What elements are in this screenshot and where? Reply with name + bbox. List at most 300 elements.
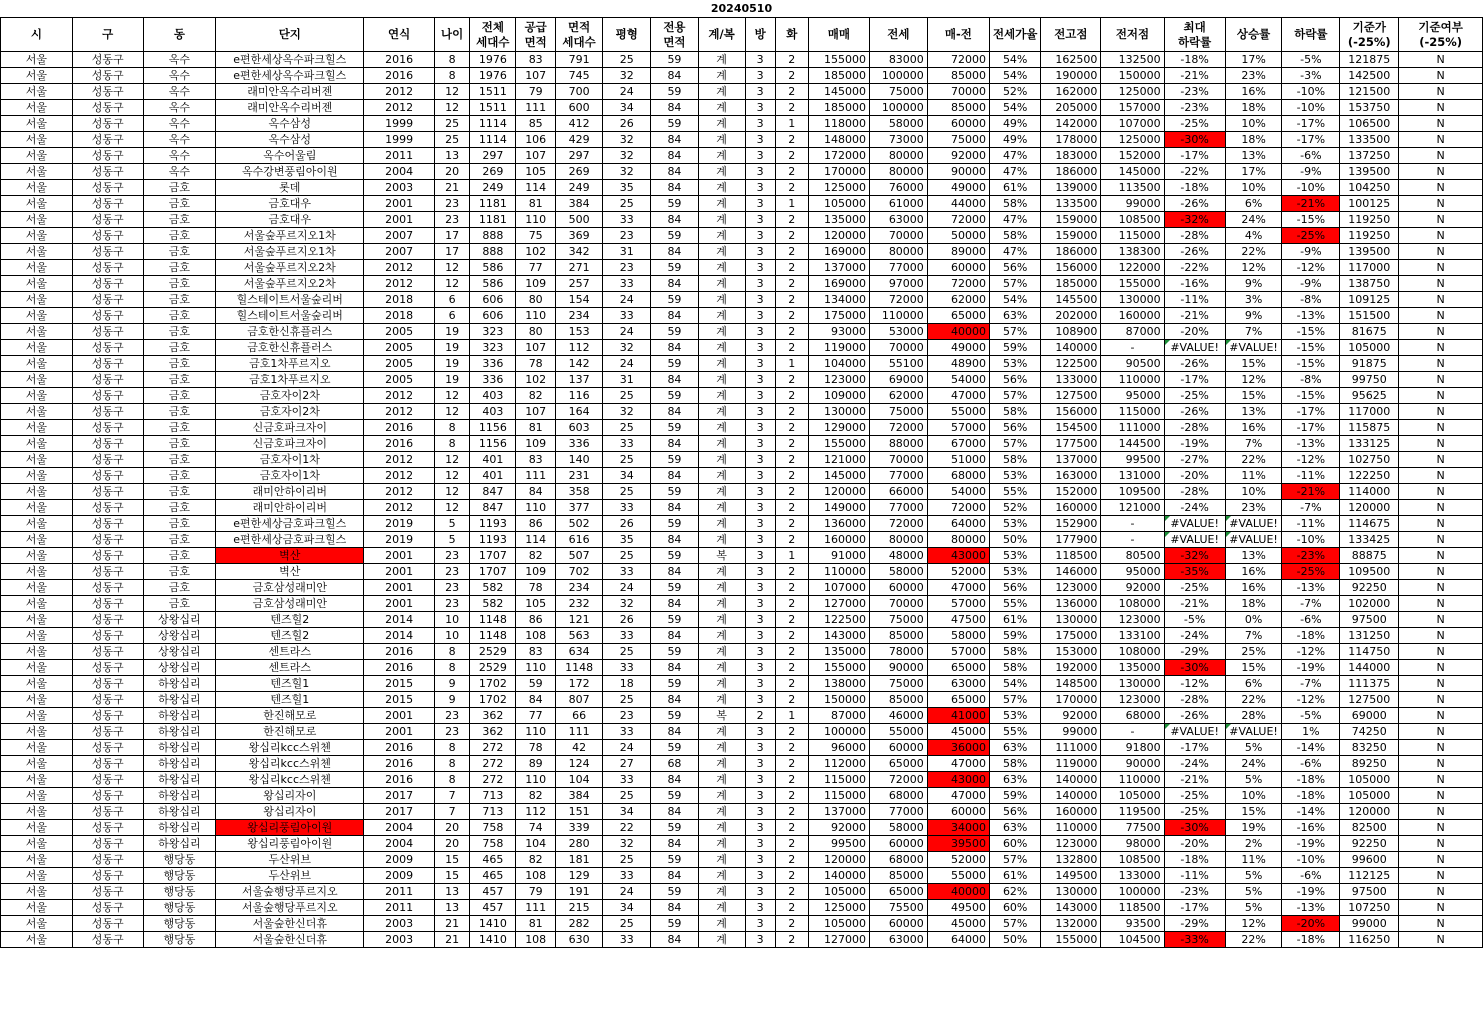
table-cell[interactable]: 145000: [1101, 164, 1164, 180]
table-cell[interactable]: 2016: [364, 52, 435, 68]
table-cell[interactable]: 60000: [869, 836, 927, 852]
table-cell[interactable]: 125000: [1101, 132, 1164, 148]
table-cell[interactable]: 성동구: [72, 916, 143, 932]
table-cell[interactable]: e편한세상금호파크힐스: [216, 532, 364, 548]
table-cell[interactable]: 하왕십리: [143, 756, 216, 772]
table-cell[interactable]: 59: [651, 612, 698, 628]
table-cell[interactable]: 58%: [989, 756, 1040, 772]
table-cell[interactable]: 22%: [1225, 932, 1282, 948]
table-cell[interactable]: 59%: [989, 628, 1040, 644]
table-cell[interactable]: 92250: [1340, 836, 1399, 852]
table-cell[interactable]: 2011: [364, 884, 435, 900]
table-cell[interactable]: 606: [470, 292, 516, 308]
table-cell[interactable]: 34000: [927, 820, 989, 836]
table-cell[interactable]: 성동구: [72, 84, 143, 100]
table-cell[interactable]: 24: [603, 580, 651, 596]
table-cell[interactable]: 계: [698, 132, 745, 148]
table-cell[interactable]: 80000: [869, 244, 927, 260]
table-cell[interactable]: 옥수: [143, 148, 216, 164]
table-cell[interactable]: 텐즈힐2: [216, 628, 364, 644]
table-cell[interactable]: N: [1399, 516, 1483, 532]
table-cell[interactable]: 2: [775, 276, 808, 292]
table-cell[interactable]: 115875: [1340, 420, 1399, 436]
table-cell[interactable]: 성동구: [72, 292, 143, 308]
table-cell[interactable]: 60%: [989, 900, 1040, 916]
table-cell[interactable]: 3: [745, 276, 775, 292]
column-header[interactable]: 전용 면적: [651, 18, 698, 52]
table-cell[interactable]: 130000: [1041, 884, 1101, 900]
table-cell[interactable]: 25: [603, 196, 651, 212]
table-cell[interactable]: 47000: [927, 788, 989, 804]
table-cell[interactable]: 25: [603, 52, 651, 68]
table-cell[interactable]: 130000: [1041, 612, 1101, 628]
table-cell[interactable]: 110: [516, 772, 556, 788]
table-cell[interactable]: N: [1399, 452, 1483, 468]
table-cell[interactable]: 177500: [1041, 436, 1101, 452]
table-cell[interactable]: 336: [556, 436, 603, 452]
table-cell[interactable]: 13%: [1225, 148, 1282, 164]
table-cell[interactable]: 옥수: [143, 164, 216, 180]
table-cell[interactable]: 57%: [989, 276, 1040, 292]
table-cell[interactable]: -15%: [1282, 388, 1340, 404]
table-cell[interactable]: 59: [651, 580, 698, 596]
table-cell[interactable]: 33: [603, 628, 651, 644]
table-cell[interactable]: 137000: [808, 260, 869, 276]
column-header[interactable]: 평형: [603, 18, 651, 52]
table-cell[interactable]: 169000: [808, 244, 869, 260]
table-cell[interactable]: 3: [745, 852, 775, 868]
table-cell[interactable]: 586: [470, 260, 516, 276]
table-cell[interactable]: 금호자이2차: [216, 404, 364, 420]
table-cell[interactable]: 84: [651, 868, 698, 884]
table-cell[interactable]: 81675: [1340, 324, 1399, 340]
table-cell[interactable]: 계: [698, 276, 745, 292]
table-cell[interactable]: 145000: [808, 84, 869, 100]
table-cell[interactable]: 성동구: [72, 708, 143, 724]
table-cell[interactable]: 금호: [143, 580, 216, 596]
table-cell[interactable]: 2: [775, 660, 808, 676]
table-cell[interactable]: N: [1399, 580, 1483, 596]
table-cell[interactable]: 84: [651, 372, 698, 388]
table-cell[interactable]: 25: [603, 852, 651, 868]
table-cell[interactable]: 99000: [1041, 724, 1101, 740]
column-header[interactable]: 연식: [364, 18, 435, 52]
table-cell[interactable]: 77000: [869, 260, 927, 276]
table-cell[interactable]: 70000: [869, 596, 927, 612]
table-cell[interactable]: -29%: [1164, 916, 1225, 932]
table-cell[interactable]: 복: [698, 548, 745, 564]
table-cell[interactable]: 텐즈힐1: [216, 676, 364, 692]
table-cell[interactable]: -10%: [1282, 180, 1340, 196]
table-cell[interactable]: 텐즈힐2: [216, 612, 364, 628]
table-cell[interactable]: 630: [556, 932, 603, 948]
table-cell[interactable]: 계: [698, 756, 745, 772]
table-cell[interactable]: 52000: [927, 564, 989, 580]
table-cell[interactable]: N: [1399, 644, 1483, 660]
table-cell[interactable]: 2: [775, 436, 808, 452]
table-cell[interactable]: 586: [470, 276, 516, 292]
table-cell[interactable]: 33: [603, 276, 651, 292]
table-cell[interactable]: 702: [556, 564, 603, 580]
table-cell[interactable]: 3: [745, 468, 775, 484]
table-cell[interactable]: 257: [556, 276, 603, 292]
table-cell[interactable]: 60%: [989, 836, 1040, 852]
table-cell[interactable]: 21: [434, 180, 469, 196]
table-cell[interactable]: 157000: [1101, 100, 1164, 116]
table-cell[interactable]: 행당동: [143, 884, 216, 900]
table-cell[interactable]: N: [1399, 612, 1483, 628]
table-cell[interactable]: 114675: [1340, 516, 1399, 532]
table-cell[interactable]: 185000: [808, 100, 869, 116]
table-cell[interactable]: -28%: [1164, 484, 1225, 500]
table-cell[interactable]: 58000: [869, 820, 927, 836]
table-cell[interactable]: 성동구: [72, 820, 143, 836]
table-cell[interactable]: 6%: [1225, 196, 1282, 212]
table-cell[interactable]: 82: [516, 852, 556, 868]
table-cell[interactable]: 3%: [1225, 292, 1282, 308]
table-cell[interactable]: 84: [651, 340, 698, 356]
table-cell[interactable]: 3: [745, 516, 775, 532]
column-header[interactable]: 상승률: [1225, 18, 1282, 52]
table-cell[interactable]: 465: [470, 852, 516, 868]
table-cell[interactable]: -28%: [1164, 420, 1225, 436]
table-cell[interactable]: 서울숲한신더휴: [216, 916, 364, 932]
table-cell[interactable]: 옥수어울림: [216, 148, 364, 164]
table-cell[interactable]: 서울: [1, 772, 73, 788]
table-cell[interactable]: 계: [698, 580, 745, 596]
table-cell[interactable]: 111: [516, 100, 556, 116]
table-cell[interactable]: 107: [516, 404, 556, 420]
table-cell[interactable]: 120000: [808, 852, 869, 868]
table-cell[interactable]: 성동구: [72, 180, 143, 196]
table-cell[interactable]: 269: [470, 164, 516, 180]
table-cell[interactable]: 성동구: [72, 276, 143, 292]
table-cell[interactable]: 2: [775, 180, 808, 196]
table-cell[interactable]: -30%: [1164, 132, 1225, 148]
table-cell[interactable]: 2: [775, 420, 808, 436]
table-cell[interactable]: 336: [470, 356, 516, 372]
table-cell[interactable]: 2004: [364, 164, 435, 180]
table-cell[interactable]: 성동구: [72, 52, 143, 68]
table-cell[interactable]: 4%: [1225, 228, 1282, 244]
table-cell[interactable]: 54%: [989, 292, 1040, 308]
table-cell[interactable]: 금호: [143, 404, 216, 420]
table-cell[interactable]: 11%: [1225, 468, 1282, 484]
table-cell[interactable]: 100000: [1101, 884, 1164, 900]
table-cell[interactable]: 금호: [143, 548, 216, 564]
table-cell[interactable]: 234: [556, 580, 603, 596]
table-cell[interactable]: 97500: [1340, 884, 1399, 900]
table-cell[interactable]: 77000: [869, 500, 927, 516]
table-cell[interactable]: 90000: [1101, 756, 1164, 772]
table-cell[interactable]: 59: [651, 484, 698, 500]
table-cell[interactable]: N: [1399, 756, 1483, 772]
table-cell[interactable]: 142000: [1041, 116, 1101, 132]
table-cell[interactable]: -22%: [1164, 164, 1225, 180]
table-cell[interactable]: 121: [556, 612, 603, 628]
table-cell[interactable]: 성동구: [72, 340, 143, 356]
table-cell[interactable]: 807: [556, 692, 603, 708]
table-cell[interactable]: 금호: [143, 436, 216, 452]
table-cell[interactable]: 3: [745, 916, 775, 932]
table-cell[interactable]: 142500: [1340, 68, 1399, 84]
table-cell[interactable]: 54000: [927, 484, 989, 500]
table-cell[interactable]: 2005: [364, 356, 435, 372]
table-cell[interactable]: 41000: [927, 708, 989, 724]
table-cell[interactable]: 160000: [1101, 308, 1164, 324]
column-header[interactable]: 매-전: [927, 18, 989, 52]
table-cell[interactable]: 5%: [1225, 884, 1282, 900]
table-cell[interactable]: 120000: [1340, 500, 1399, 516]
table-cell[interactable]: 69000: [869, 372, 927, 388]
table-cell[interactable]: 342: [556, 244, 603, 260]
column-header[interactable]: 구: [72, 18, 143, 52]
table-cell[interactable]: 성동구: [72, 164, 143, 180]
table-cell[interactable]: 114: [516, 532, 556, 548]
table-cell[interactable]: 52%: [989, 84, 1040, 100]
table-cell[interactable]: 84: [651, 244, 698, 260]
table-cell[interactable]: 래미안옥수리버젠: [216, 100, 364, 116]
table-cell[interactable]: 112: [556, 340, 603, 356]
table-cell[interactable]: 성동구: [72, 260, 143, 276]
table-cell[interactable]: 23: [434, 596, 469, 612]
table-cell[interactable]: 53%: [989, 564, 1040, 580]
table-cell[interactable]: 8: [434, 52, 469, 68]
table-cell[interactable]: -21%: [1282, 196, 1340, 212]
table-cell[interactable]: 93000: [808, 324, 869, 340]
table-cell[interactable]: 왕십리자이: [216, 804, 364, 820]
table-cell[interactable]: 2005: [364, 324, 435, 340]
table-cell[interactable]: 33: [603, 724, 651, 740]
table-cell[interactable]: 계: [698, 212, 745, 228]
table-cell[interactable]: 23: [434, 212, 469, 228]
table-cell[interactable]: e편한세상옥수파크힐스: [216, 68, 364, 84]
table-cell[interactable]: 32: [603, 836, 651, 852]
table-cell[interactable]: 1%: [1282, 724, 1340, 740]
table-cell[interactable]: 49500: [927, 900, 989, 916]
table-cell[interactable]: 금호: [143, 196, 216, 212]
table-cell[interactable]: 2: [775, 740, 808, 756]
table-cell[interactable]: 서울: [1, 644, 73, 660]
table-cell[interactable]: -17%: [1282, 116, 1340, 132]
table-cell[interactable]: 10: [434, 612, 469, 628]
table-cell[interactable]: 110: [516, 308, 556, 324]
table-cell[interactable]: 계: [698, 388, 745, 404]
table-cell[interactable]: 156000: [1041, 260, 1101, 276]
table-cell[interactable]: 계: [698, 564, 745, 580]
table-cell[interactable]: 성동구: [72, 372, 143, 388]
table-cell[interactable]: 3: [745, 612, 775, 628]
table-cell[interactable]: -7%: [1282, 676, 1340, 692]
table-cell[interactable]: -26%: [1164, 708, 1225, 724]
table-cell[interactable]: 서울: [1, 116, 73, 132]
table-cell[interactable]: 80000: [869, 148, 927, 164]
table-cell[interactable]: 상왕십리: [143, 612, 216, 628]
table-cell[interactable]: 2003: [364, 180, 435, 196]
table-cell[interactable]: 582: [470, 596, 516, 612]
table-cell[interactable]: 271: [556, 260, 603, 276]
table-cell[interactable]: -11%: [1282, 516, 1340, 532]
table-cell[interactable]: 2: [775, 820, 808, 836]
table-cell[interactable]: 72000: [927, 212, 989, 228]
table-cell[interactable]: -12%: [1282, 452, 1340, 468]
table-cell[interactable]: 2004: [364, 820, 435, 836]
table-cell[interactable]: 73000: [869, 132, 927, 148]
table-cell[interactable]: 107: [516, 340, 556, 356]
table-cell[interactable]: 47000: [927, 388, 989, 404]
table-cell[interactable]: 120000: [1340, 804, 1399, 820]
table-cell[interactable]: -17%: [1164, 900, 1225, 916]
table-cell[interactable]: 55000: [869, 724, 927, 740]
table-cell[interactable]: -11%: [1164, 292, 1225, 308]
table-cell[interactable]: 22%: [1225, 692, 1282, 708]
table-cell[interactable]: 151: [556, 804, 603, 820]
table-cell[interactable]: 금호: [143, 532, 216, 548]
table-cell[interactable]: 133500: [1041, 196, 1101, 212]
table-cell[interactable]: -30%: [1164, 820, 1225, 836]
table-cell[interactable]: 서울: [1, 468, 73, 484]
table-cell[interactable]: 3: [745, 900, 775, 916]
table-cell[interactable]: 서울: [1, 532, 73, 548]
table-cell[interactable]: 서울: [1, 756, 73, 772]
table-cell[interactable]: 25: [603, 548, 651, 564]
table-cell[interactable]: 108: [516, 628, 556, 644]
table-cell[interactable]: N: [1399, 100, 1483, 116]
table-cell[interactable]: 왕십리풍림아이원: [216, 820, 364, 836]
table-cell[interactable]: 3: [745, 196, 775, 212]
table-cell[interactable]: 15%: [1225, 660, 1282, 676]
table-cell[interactable]: 80500: [1101, 548, 1164, 564]
table-cell[interactable]: 108: [516, 932, 556, 948]
table-cell[interactable]: 77500: [1101, 820, 1164, 836]
table-cell[interactable]: 성동구: [72, 724, 143, 740]
table-cell[interactable]: 134000: [808, 292, 869, 308]
table-cell[interactable]: N: [1399, 564, 1483, 580]
table-cell[interactable]: 2011: [364, 148, 435, 164]
table-cell[interactable]: 18%: [1225, 596, 1282, 612]
table-cell[interactable]: N: [1399, 916, 1483, 932]
table-cell[interactable]: 603: [556, 420, 603, 436]
table-cell[interactable]: N: [1399, 356, 1483, 372]
table-cell[interactable]: 87000: [808, 708, 869, 724]
table-cell[interactable]: 하왕십리: [143, 724, 216, 740]
table-cell[interactable]: 하왕십리: [143, 772, 216, 788]
table-cell[interactable]: 3: [745, 84, 775, 100]
table-cell[interactable]: 109500: [1340, 564, 1399, 580]
table-cell[interactable]: 성동구: [72, 628, 143, 644]
table-cell[interactable]: 1702: [470, 692, 516, 708]
table-cell[interactable]: 109125: [1340, 292, 1399, 308]
table-cell[interactable]: 성동구: [72, 596, 143, 612]
table-cell[interactable]: 59: [651, 788, 698, 804]
table-cell[interactable]: 왕십리kcc스위첸: [216, 740, 364, 756]
table-cell[interactable]: 90500: [1101, 356, 1164, 372]
table-cell[interactable]: 77000: [869, 468, 927, 484]
table-cell[interactable]: 249: [470, 180, 516, 196]
table-cell[interactable]: 1410: [470, 932, 516, 948]
table-cell[interactable]: 58%: [989, 196, 1040, 212]
table-cell[interactable]: 75000: [869, 676, 927, 692]
table-cell[interactable]: 44000: [927, 196, 989, 212]
table-cell[interactable]: 16%: [1225, 580, 1282, 596]
column-header[interactable]: 기준가 (-25%): [1340, 18, 1399, 52]
table-cell[interactable]: 50000: [927, 228, 989, 244]
table-cell[interactable]: 0%: [1225, 612, 1282, 628]
table-cell[interactable]: 84: [651, 500, 698, 516]
table-cell[interactable]: 20: [434, 164, 469, 180]
table-cell[interactable]: 47000: [927, 756, 989, 772]
table-cell[interactable]: 한진해모로: [216, 724, 364, 740]
table-cell[interactable]: 59: [651, 116, 698, 132]
table-cell[interactable]: 56%: [989, 260, 1040, 276]
table-cell[interactable]: 109: [516, 276, 556, 292]
table-cell[interactable]: 384: [556, 196, 603, 212]
table-cell[interactable]: 121500: [1340, 84, 1399, 100]
table-cell[interactable]: 서울: [1, 228, 73, 244]
table-cell[interactable]: 231: [556, 468, 603, 484]
table-cell[interactable]: 56%: [989, 804, 1040, 820]
table-cell[interactable]: 2: [775, 916, 808, 932]
table-cell[interactable]: 133425: [1340, 532, 1399, 548]
table-cell[interactable]: 63000: [869, 932, 927, 948]
table-cell[interactable]: 서울: [1, 436, 73, 452]
table-cell[interactable]: 80: [516, 324, 556, 340]
table-cell[interactable]: 26: [603, 612, 651, 628]
table-cell[interactable]: -6%: [1282, 756, 1340, 772]
table-cell[interactable]: 2: [775, 68, 808, 84]
table-cell[interactable]: 57%: [989, 916, 1040, 932]
table-cell[interactable]: 서울: [1, 244, 73, 260]
table-cell[interactable]: 131250: [1340, 628, 1399, 644]
table-cell[interactable]: 25%: [1225, 644, 1282, 660]
table-cell[interactable]: 8: [434, 420, 469, 436]
column-header[interactable]: 전체 세대수: [470, 18, 516, 52]
table-cell[interactable]: 15: [434, 868, 469, 884]
table-cell[interactable]: 53000: [869, 324, 927, 340]
table-cell[interactable]: 53%: [989, 516, 1040, 532]
table-cell[interactable]: 159000: [1041, 228, 1101, 244]
table-cell[interactable]: 2: [775, 692, 808, 708]
table-cell[interactable]: 2015: [364, 676, 435, 692]
table-cell[interactable]: 1: [775, 356, 808, 372]
table-cell[interactable]: 130000: [1101, 292, 1164, 308]
table-cell[interactable]: 2001: [364, 548, 435, 564]
table-cell[interactable]: 계: [698, 596, 745, 612]
table-cell[interactable]: #VALUE!: [1225, 724, 1282, 740]
table-cell[interactable]: 65000: [869, 884, 927, 900]
table-cell[interactable]: 107: [516, 148, 556, 164]
table-cell[interactable]: 3: [745, 724, 775, 740]
table-cell[interactable]: 24%: [1225, 756, 1282, 772]
table-cell[interactable]: 191: [556, 884, 603, 900]
table-cell[interactable]: 계: [698, 324, 745, 340]
table-cell[interactable]: 12: [434, 260, 469, 276]
table-cell[interactable]: 32: [603, 340, 651, 356]
table-cell[interactable]: 12%: [1225, 260, 1282, 276]
table-cell[interactable]: -17%: [1164, 372, 1225, 388]
table-cell[interactable]: 582: [470, 580, 516, 596]
table-cell[interactable]: 59: [651, 548, 698, 564]
table-cell[interactable]: 457: [470, 884, 516, 900]
table-cell[interactable]: 15: [434, 852, 469, 868]
table-cell[interactable]: 왕십리자이: [216, 788, 364, 804]
table-cell[interactable]: 111: [556, 724, 603, 740]
table-cell[interactable]: 139500: [1340, 244, 1399, 260]
table-cell[interactable]: 계: [698, 228, 745, 244]
table-cell[interactable]: N: [1399, 548, 1483, 564]
table-cell[interactable]: 8: [434, 436, 469, 452]
table-cell[interactable]: 성동구: [72, 692, 143, 708]
